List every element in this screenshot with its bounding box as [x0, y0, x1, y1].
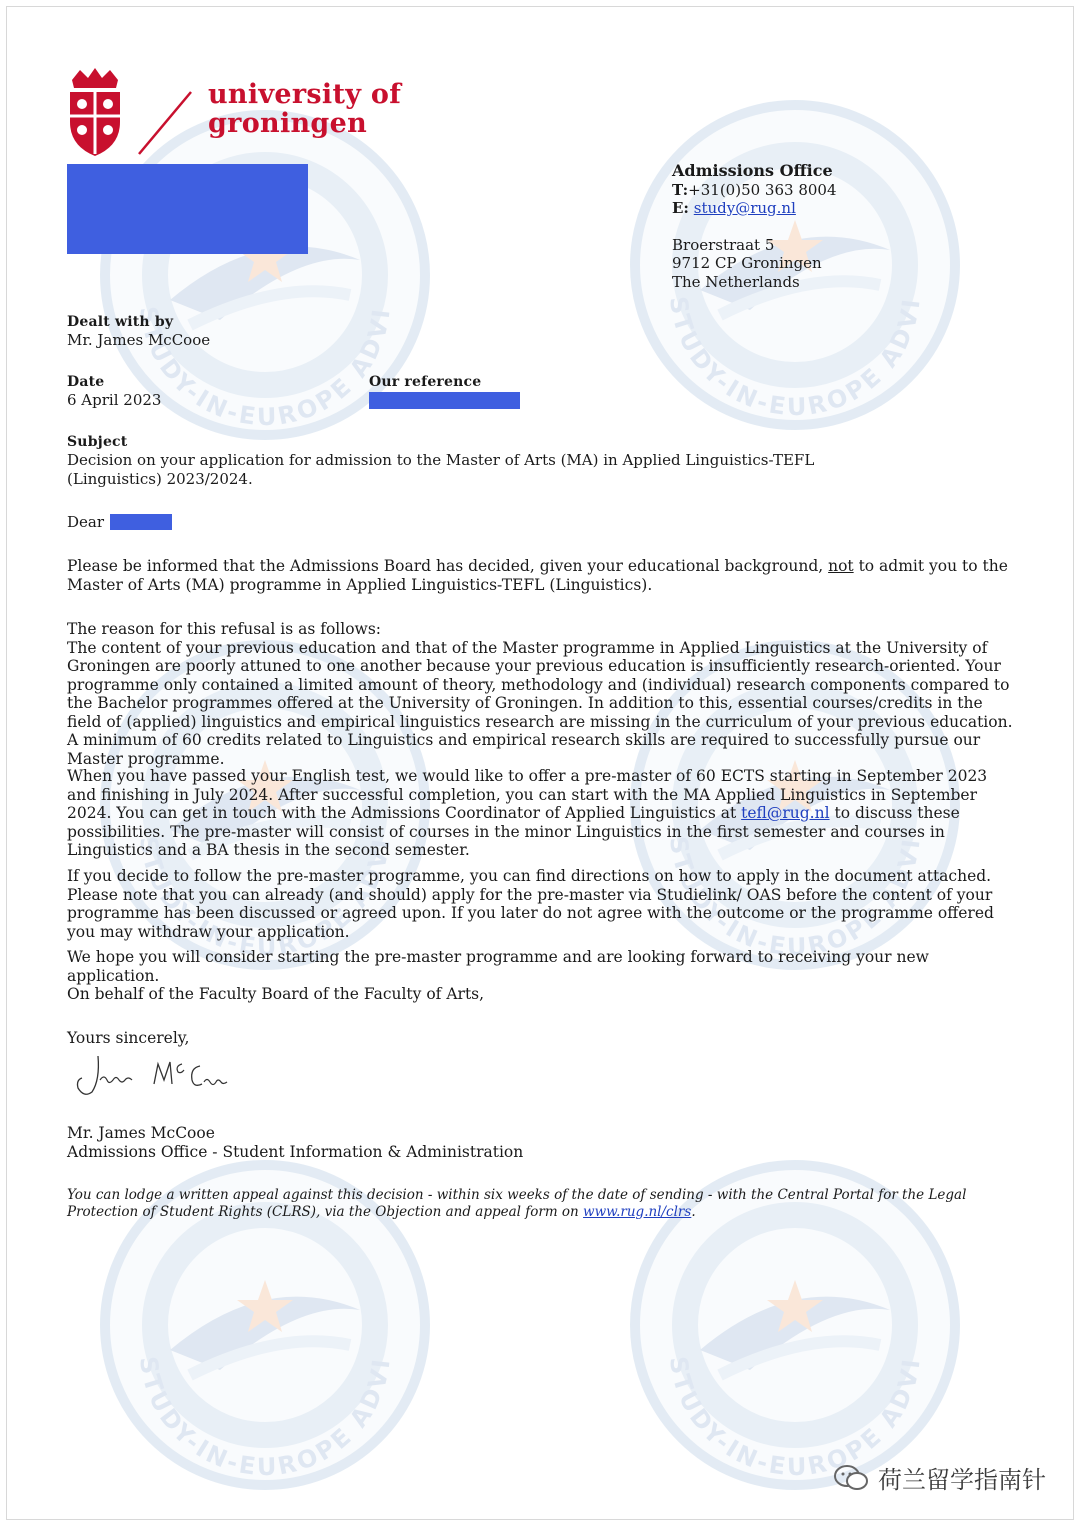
office-address-line-3: The Netherlands — [672, 272, 800, 291]
paragraph-reason — [67, 620, 1017, 768]
appeal-note — [67, 1187, 1017, 1220]
decision-not-emphasis: not — [828, 557, 854, 575]
decision-text-end: to admit you to the Master of Arts (MA) programme in Applied Linguistics-TEFL (Linguistics). — [67, 557, 1008, 594]
offer-text-start: When you have passed your English test, we would like to offer a pre-master of 60 ECTS starting in September 2023 and finishing in July 2024. After successful completion, you can start with the MA Applied Linguistics in September 2024. You can get in touch with the Admissions Coordinator of Applied Linguistics at — [67, 767, 988, 822]
redacted-recipient-address — [67, 164, 308, 254]
redacted-recipient-name — [110, 514, 172, 530]
office-phone: +31(0)50 363 8004 — [688, 180, 837, 199]
reason-text: The content of your previous education and that of the Master programme in Applied Linguistics at the University of Groningen are poorly attuned to one another because your previous education is insufficiently research-oriented. Your programme only contained a limited amount of theory, methodology and (individual) research components compared to the Bachelor programmes offered at the University of Groningen. In addition to this, essential courses/credits in the field of (applied) linguistics and empirical linguistics research are missing in the curriculum of your previous education. A minimum of 60 credits related to Linguistics and empirical research skills are required to successfully pursue our Master programme. — [67, 638, 1013, 768]
handwritten-signature — [70, 1050, 240, 1102]
greeting: Dear — [67, 513, 105, 531]
office-address-line-2: 9712 CP Groningen — [672, 254, 822, 272]
date-label: Date — [67, 374, 105, 390]
date-block — [67, 374, 161, 410]
office-title: Admissions Office — [672, 161, 833, 180]
paragraph-hope — [67, 948, 1017, 985]
reference-block — [369, 374, 520, 409]
coordinator-email-link[interactable]: tefl@rug.nl — [741, 804, 830, 822]
paragraph-premaster-offer — [67, 767, 1017, 860]
hope-text: We hope you will consider starting the pre-master programme and are looking forward to receiving your new application. — [67, 948, 929, 985]
decision-text-start: Please be informed that the Admissions Board has decided, given your educational background, — [67, 557, 829, 575]
signer-name: Mr. James McCooe — [67, 1124, 215, 1142]
reason-intro: The reason for this refusal is as follows: — [67, 620, 381, 638]
office-email-line — [672, 199, 1002, 218]
paragraph-how-to-apply — [67, 867, 1022, 941]
logo-line-2: groningen — [208, 108, 368, 139]
office-email-link[interactable]: study@rug.nl — [693, 199, 796, 217]
wechat-icon — [834, 1464, 868, 1492]
logo-line-1: university of — [208, 79, 402, 110]
offer-text-end: to discuss these possibilities. The pre-master will consist of courses in the minor Linguistics in the first semester and courses in Linguistics and a BA thesis in the second semester. — [67, 804, 960, 859]
appeal-link[interactable]: www.rug.nl/clrs — [583, 1203, 692, 1220]
reference-label: Our reference — [369, 374, 482, 390]
closing: Yours sincerely, — [67, 1029, 190, 1047]
on-behalf-text: On behalf of the Faculty Board of the Faculty of Arts, — [67, 985, 485, 1003]
subject-block — [67, 434, 967, 488]
university-logo-text — [208, 80, 401, 138]
footer-brand — [834, 1460, 1046, 1495]
greeting-line — [67, 513, 172, 532]
subject-line-1: Decision on your application for admission to the Master of Arts (MA) in Applied Linguistics-TEFL — [67, 451, 815, 469]
paragraph-decision — [67, 557, 1017, 594]
subject-line-2: (Linguistics) 2023/2024. — [67, 469, 253, 488]
admissions-office-contact — [672, 162, 1002, 291]
phone-label: T: — [672, 180, 689, 199]
redacted-reference-number — [369, 392, 520, 409]
dealt-with-value: Mr. James McCooe — [67, 331, 211, 349]
office-address-line-1: Broerstraat 5 — [672, 235, 775, 254]
paragraph-on-behalf — [67, 985, 1017, 1004]
date-value: 6 April 2023 — [67, 391, 162, 409]
logo-divider — [135, 88, 195, 158]
office-phone-line — [672, 181, 1002, 200]
how-to-apply-text: If you decide to follow the pre-master programme, you can find directions on how to apply in the document attached. Please note that you can already (and should) apply for the pre-master via Studielink/ OAS before the content of your programme has been discussed or agreed upon. If you later do not agree with the outcome or the programme offered you may withdraw your application. — [67, 867, 994, 941]
appeal-text-end: . — [691, 1203, 696, 1220]
footer-brand-text: 荷兰留学指南针 — [878, 1466, 1046, 1494]
signer-block — [67, 1124, 523, 1161]
appeal-text: You can lodge a written appeal against this decision - within six weeks of the date of sending - with the Central Portal for the Legal Protection of Student Rights (CLRS), via the Objection and appeal form on — [67, 1187, 967, 1220]
signer-role: Admissions Office - Student Information & Administration — [67, 1142, 524, 1161]
subject-label: Subject — [67, 434, 128, 450]
email-label: E: — [672, 199, 689, 217]
dealt-with-block — [67, 314, 210, 350]
crest-icon — [66, 66, 124, 158]
dealt-with-label: Dealt with by — [67, 314, 174, 330]
